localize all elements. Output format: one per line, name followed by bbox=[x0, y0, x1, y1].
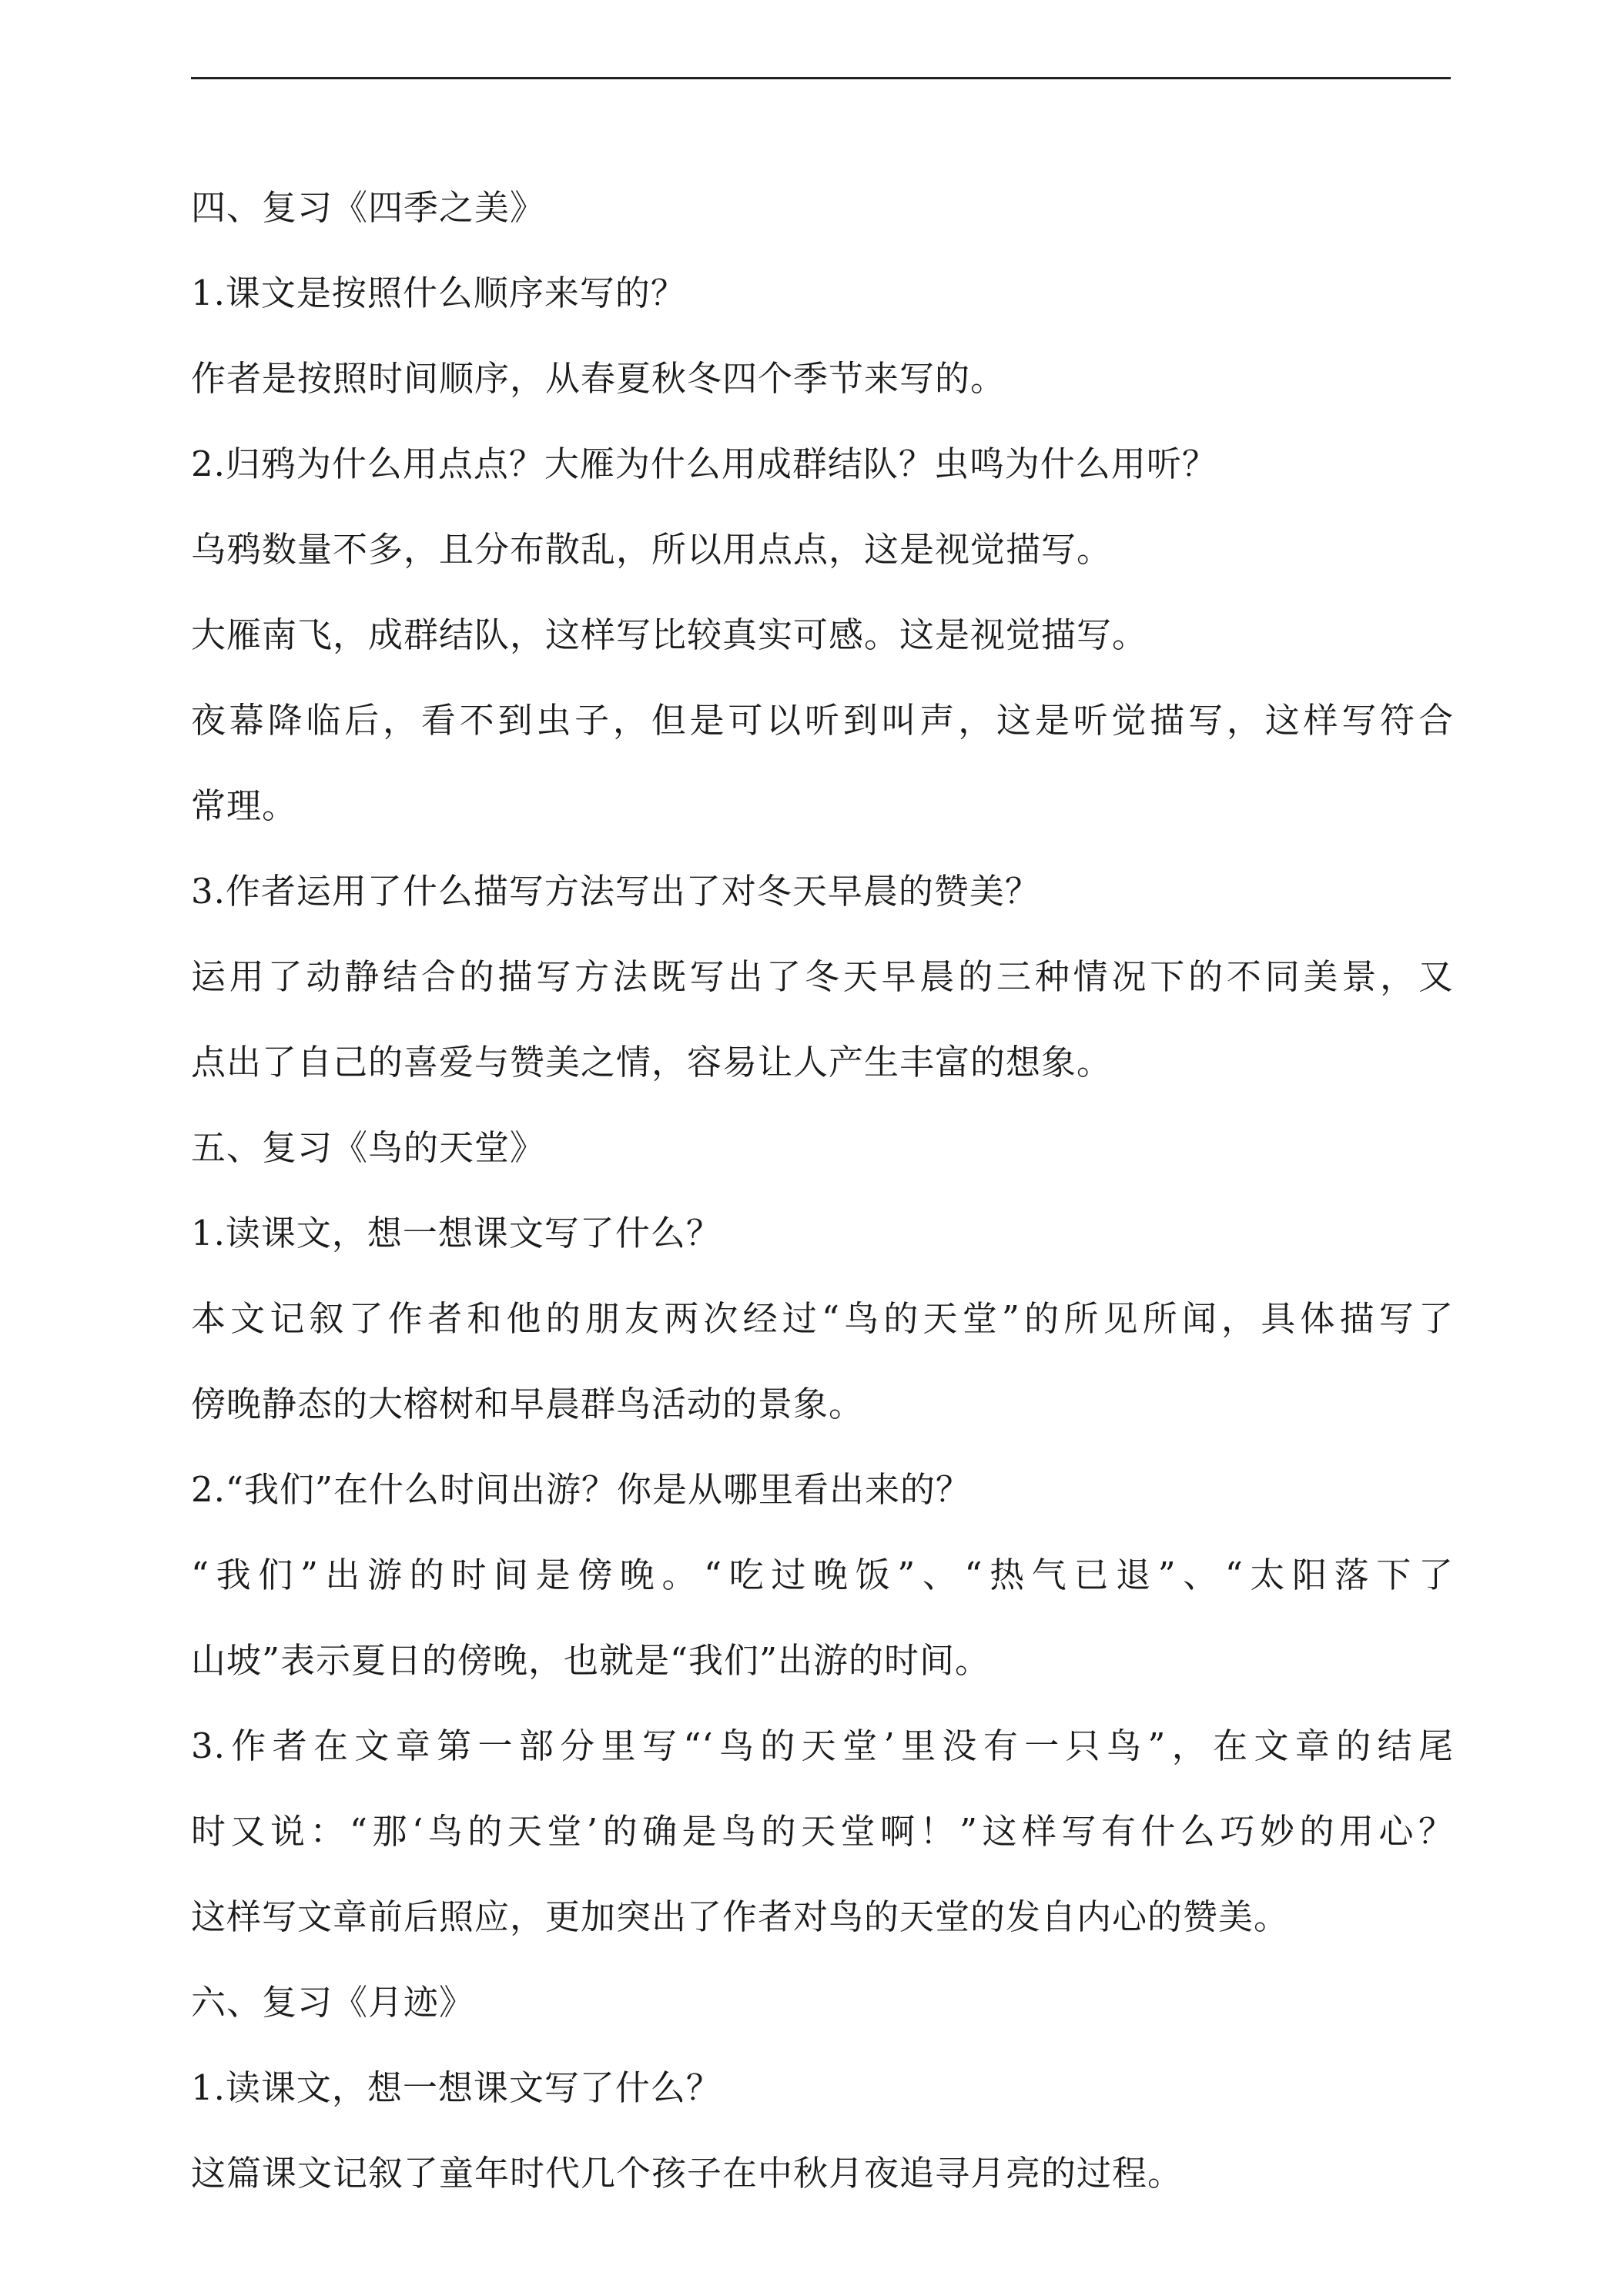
text-line: 傍晚静态的大榕树和早晨群鸟活动的景象。 bbox=[191, 1384, 865, 1424]
text-line: 夜幕降临后，看不到虫子，但是可以听到叫声，这是听觉描写，这样写符合 bbox=[191, 700, 1454, 741]
text-line: 五、复习《鸟的天堂》 bbox=[191, 1127, 546, 1168]
text-line: 本文记叙了作者和他的朋友两次经过“鸟的天堂”的所见所闻，具体描写了 bbox=[191, 1298, 1454, 1339]
text-line: 点出了自己的喜爱与赞美之情，容易让人产生丰富的想象。 bbox=[191, 1042, 1113, 1083]
text-line: 六、复习《月迹》 bbox=[191, 1982, 475, 2023]
text-line: 作者是按照时间顺序，从春夏秋冬四个季节来写的。 bbox=[191, 358, 1006, 399]
text-line: 运用了动静结合的描写方法既写出了冬天早晨的三种情况下的不同美景，又 bbox=[191, 956, 1454, 997]
text-line: 乌鸦数量不多，且分布散乱，所以用点点，这是视觉描写。 bbox=[191, 529, 1113, 570]
text-line: “我们”出游的时间是傍晚。“吃过晚饭”、“热气已退”、“太阳落下了 bbox=[191, 1555, 1454, 1595]
text-line: 1.读课文，想一想课文写了什么？ bbox=[191, 1213, 722, 1253]
text-line: 四、复习《四季之美》 bbox=[191, 187, 546, 228]
text-line: 2.归鸦为什么用点点？大雁为什么用成群结队？虫鸣为什么用听？ bbox=[191, 443, 1217, 484]
header-rule bbox=[191, 77, 1451, 79]
text-line: 山坡”表示夏日的傍晚，也就是“我们”出游的时间。 bbox=[191, 1640, 991, 1681]
document-body bbox=[191, 165, 1454, 2216]
text-line: 3.作者运用了什么描写方法写出了对冬天早晨的赞美？ bbox=[191, 871, 1040, 912]
text-line: 常理。 bbox=[191, 785, 298, 826]
text-line: 1.课文是按照什么顺序来写的？ bbox=[191, 273, 686, 313]
text-line: 2.“我们”在什么时间出游？你是从哪里看出来的？ bbox=[191, 1469, 971, 1510]
text-line: 这样写文章前后照应，更加突出了作者对鸟的天堂的发自内心的赞美。 bbox=[191, 1896, 1290, 1937]
text-line: 1.读课文，想一想课文写了什么？ bbox=[191, 2067, 722, 2108]
text-line: 时又说：“那‘鸟的天堂’的确是鸟的天堂啊！”这样写有什么巧妙的用心？ bbox=[191, 1811, 1454, 1852]
text-line: 大雁南飞，成群结队，这样写比较真实可感。这是视觉描写。 bbox=[191, 614, 1148, 655]
text-line: 这篇课文记叙了童年时代几个孩子在中秋月夜追寻月亮的过程。 bbox=[191, 2153, 1184, 2194]
text-line: 3.作者在文章第一部分里写“‘鸟的天堂’里没有一只鸟”，在文章的结尾 bbox=[191, 1725, 1454, 1766]
